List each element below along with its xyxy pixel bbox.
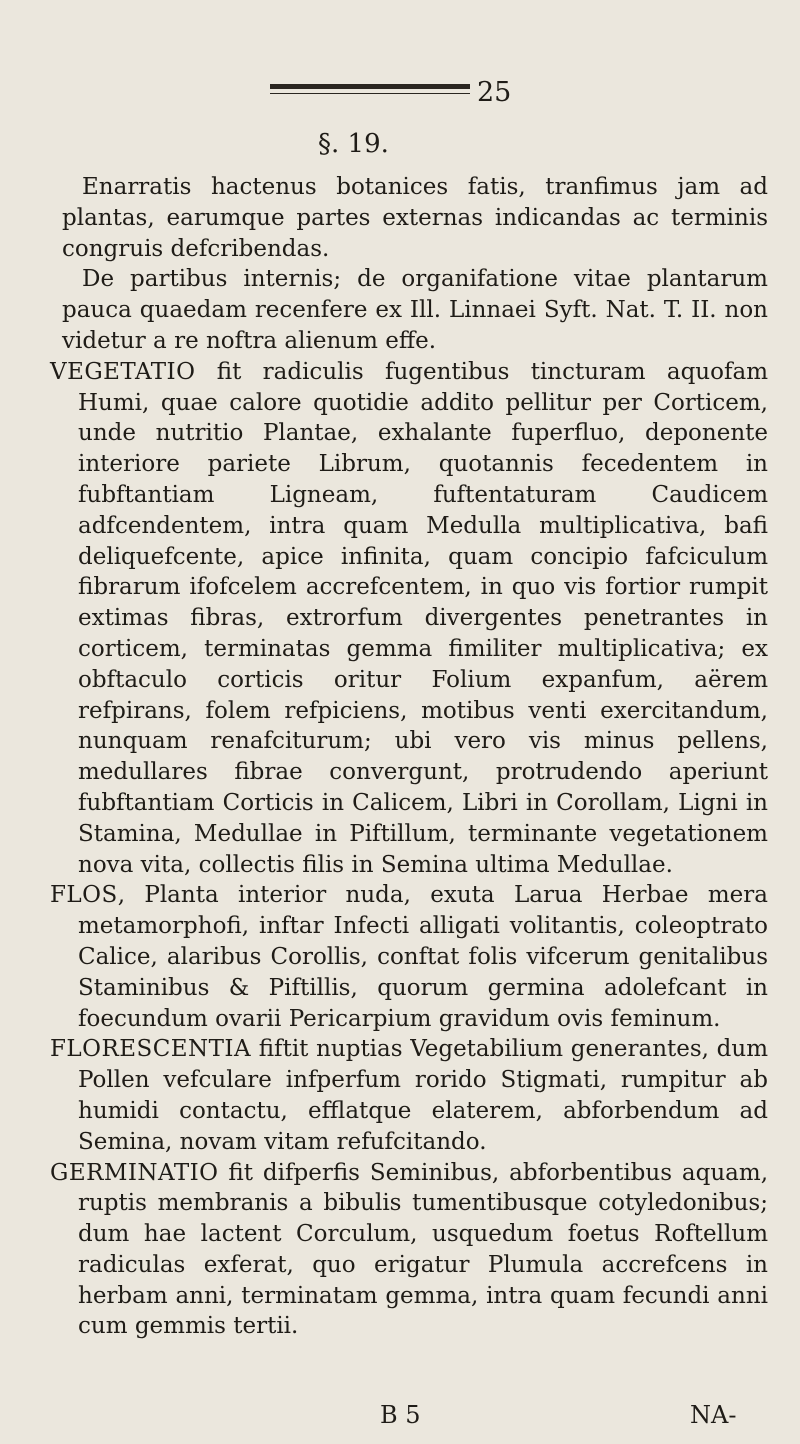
- entry-text: fit radiculis fugentibus tincturam aquofam Humi, quae calore quotidie addito pellitur per Corticem, unde nutritio Plantae, exhalante fuperfluo, deponente interiore pariete Librum, quotannis fecedentem in fubftantiam Ligneam, fuftentaturam Caudicem adfcendentem, intra quam Medulla multiplicativa, bafi deliquefcente, apice infinita, quam concipio fafciculum fibrarum ifofcelem accrefcentem, in quo vis fortior rumpit extimas fibras, extrorfum divergentes penetrantes in corticem, terminatas gemma fimiliter multiplicativa; ex obftaculo corticis oritur Folium expanfum, aërem refpirans, folem refpiciens, motibus venti exercitandum, nunquam renafciturum; ubi vero vis minus pellens, medullares fibrae convergunt, protrudendo aperiunt fubftantiam Corticis in Calicem, Libri in Corollam, Ligni in Stamina, Medullae in Piftillum, terminante vegetationem nova vita, collectis filis in Semina ultima Medullae.: [78, 358, 769, 878]
- entry-text: fiftit nuptias Vegetabilium generantes, dum Pollen vefculare infperfum rorido Stigmati, rumpitur ab humidi contactu, efflatque elaterem, abforbendum ad Semina, novam vitam refufcitando.: [78, 1036, 769, 1155]
- header-rule-thick: [270, 84, 470, 89]
- body-text: [50, 172, 768, 1342]
- section-heading: §. 19.: [318, 129, 389, 159]
- intro-paragraph-2: De partibus internis; de organifatione vitae plantarum pauca quaedam recenfere ex Ill. Linnaei Syft. Nat. T. II. non videtur a re noftra alienum effe.: [62, 266, 768, 354]
- entry-florescentia: [50, 1034, 768, 1157]
- entry-germinatio: [50, 1158, 768, 1343]
- entry-term: VEGETATIO: [50, 358, 196, 385]
- entry-flos: [50, 880, 768, 1034]
- header-rule: [270, 84, 470, 94]
- intro-paragraph-1: Enarratis hactenus botanices fatis, tranfimus jam ad plantas, earumque partes externas indicandas ac terminis congruis defcribendas.: [62, 174, 768, 262]
- entry-text: , Planta interior nuda, exuta Larua Herbae mera metamorphofi, inftar Infecti alligati volitantis, coleoptrato Calice, alaribus Corollis, conftat folis vifcerum genitalibus Staminibus & Piftillis, quorum germina adolefcant in foecundum ovarii Pericarpium gravidum ovis feminum.: [78, 882, 768, 1032]
- entry-term: FLOS: [50, 882, 118, 909]
- entry-term: GERMINATIO: [50, 1159, 219, 1186]
- entry-term: FLORESCENTIA: [50, 1036, 252, 1063]
- signature-mark: B 5: [380, 1401, 421, 1429]
- entry-vegetatio: [50, 357, 768, 881]
- catchword: NA-: [690, 1401, 737, 1429]
- page-number: 25: [477, 77, 512, 108]
- entry-text: fit difperfis Seminibus, abforbentibus aquam, ruptis membranis a bibulis tumentibusque cotyledonibus; dum hae lactent Corculum, usquedum foetus Roftellum radiculas exferat, quo erigatur Plumula accrefcens in herbam anni, terminatam gemma, intra quam fecundi anni cum gemmis tertii.: [78, 1159, 769, 1340]
- header-rule-thin: [270, 93, 470, 94]
